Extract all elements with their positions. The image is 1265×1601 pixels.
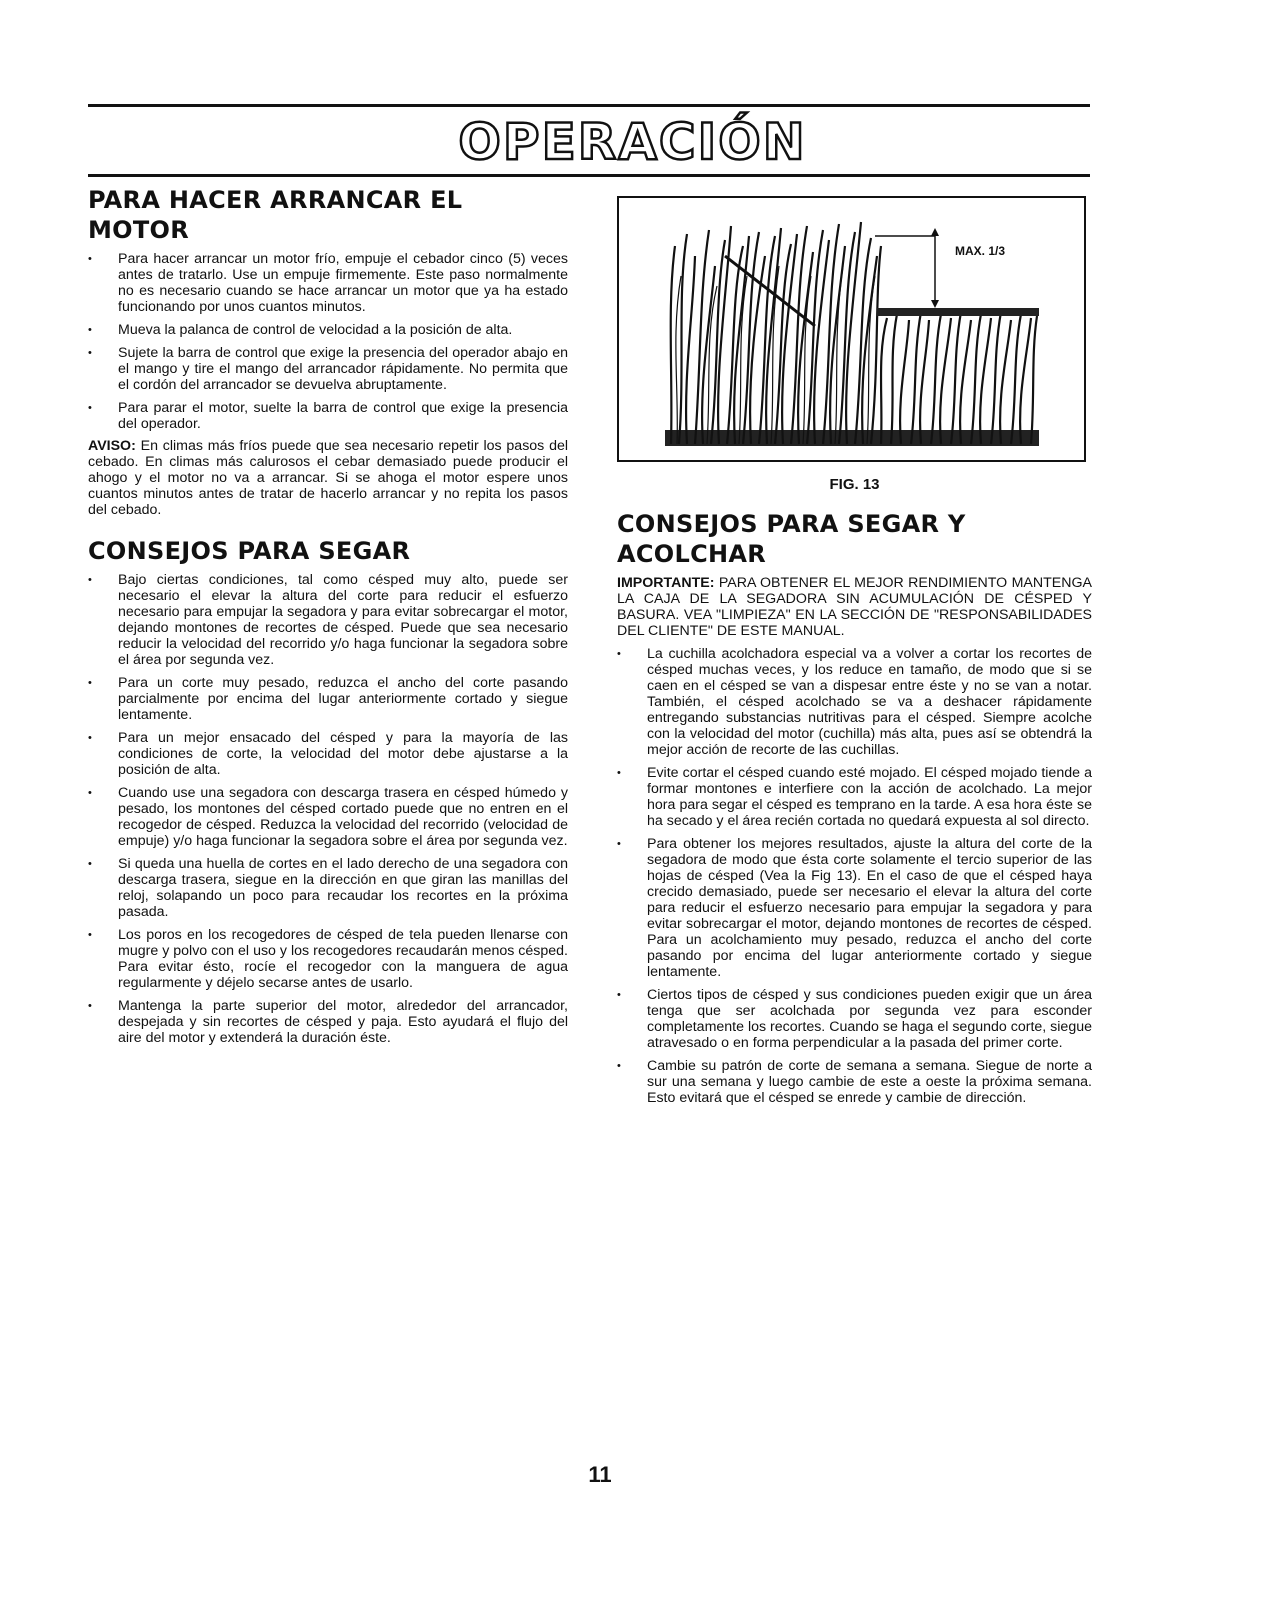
notice-paragraph [88, 438, 568, 518]
list-item: • Para obtener los mejores resultados, ajuste la altura del corte de la segadora de modo que ésta corte solamente el tercio superior de las hojas de césped (Vea la Fig 13). En el caso de que el césped haya crecido demasiado, puede ser necesario el elevar la altura del corte para reducir el esfuerzo necesario para empujar la segadora y para evitar sobrecargar el motor, dejando montones de recortes de césped. Para un acolchamiento muy pesado, reduzca el ancho del corte pasando por encima del lugar anteriormente cortado y siegue lentamente. [617, 836, 1092, 980]
list-item: • Mantenga la parte superior del motor, alrededor del arrancador, despejada y sin recortes de césped y paja. Esto ayudará el flujo del aire del motor y extenderá la duración éste. [88, 998, 568, 1046]
list-item: • Sujete la barra de control que exige la presencia del operador abajo en el mango y tire el mango del arrancador rápidamente. No permita que el cordón del arrancador se devuelva abruptamente. [88, 345, 568, 393]
important-paragraph [617, 575, 1092, 639]
right-column [617, 196, 1092, 1106]
list-item: • Si queda una huella de cortes en el lado derecho de una segadora con descarga trasera, siegue en la dirección en que giran las manillas del reloj, solapando un poco para recaudar los recortes en la próxima pasada. [88, 856, 568, 920]
mowing-tips-list [88, 572, 568, 1046]
start-engine-list [88, 251, 568, 432]
heading-mulching-tips: CONSEJOS PARA SEGAR Y ACOLCHAR [617, 510, 966, 568]
mulching-tips-list [617, 646, 1092, 1106]
notice-text: En climas más fríos puede que sea necesario repetir los pasos del cebado. En climas más calurosos el cebar demasiado puede producir el ahogo y el motor no va a arrancar. Si se ahoga el motor espere unos cuantos minutos antes de tratar de hacerlo arrancar y no repita los pasos del cebado. [88, 438, 568, 518]
page-number: 11 [588, 1462, 612, 1487]
title-rule-top [88, 104, 1090, 107]
page-title: OPERACIÓN [458, 113, 807, 171]
list-item: • La cuchilla acolchadora especial va a volver a cortar los recortes de césped muchas veces, y los reduce en tamaño, de modo que si se caen en el césped se van a dispesar entre éste y no se van a notar. También, el césped acolchado se va a deshacer rápidamente entregando substancias nutritivas para el césped. Siempre acolche con la velocidad del motor (cuchilla) más alta, pues así se obtendrá la mejor acción de recorte de las cuchillas. [617, 646, 1092, 758]
important-label: IMPORTANTE: [617, 575, 715, 591]
title-rule-bottom [88, 174, 1090, 177]
heading-start-engine: PARA HACER ARRANCAR EL MOTOR [88, 186, 463, 244]
notice-label: AVISO: [88, 438, 136, 454]
figure-caption: FIG. 13 [829, 476, 880, 493]
heading-mowing-tips: CONSEJOS PARA SEGAR [88, 537, 411, 565]
list-item: • Para hacer arrancar un motor frío, empuje el cebador cinco (5) veces antes de tratarlo. Use un empuje firmemente. Este paso normalmente no es necesario cuando se hace arrancar un motor que ya ha estado funcionando por unos cuantos minutos. [88, 251, 568, 315]
list-item: • Cuando use una segadora con descarga trasera en césped húmedo y pesado, los montones del césped cortado puede que no entren en el recogedor de césped. Reduzca la velocidad del recorrido (velocidad de empuje) y/o haga funcionar la segadora sobre el área por segunda vez. [88, 785, 568, 849]
list-item: • Bajo ciertas condiciones, tal como césped muy alto, puede ser necesario el elevar la altura del corte para reducir el esfuerzo necesario para empujar la segadora y para evitar sobrecargar el motor, dejando montones de recortes de césped. Puede que sea necesario reducir la velocidad del recorrido y/o haga funcionar la segadora sobre el área por segunda vez. [88, 572, 568, 668]
list-item: • Para un corte muy pesado, reduzca el ancho del corte pasando parcialmente por encima del lugar anteriormente cortado y siegue lentamente. [88, 675, 568, 723]
list-item: • Cambie su patrón de corte de semana a semana. Siegue de norte a sur una semana y luego cambie de este a oeste la próxima semana. Esto evitará que el césped se enrede y cambie de dirección. [617, 1058, 1092, 1106]
list-item: • Los poros en los recogedores de césped de tela pueden llenarse con mugre y polvo con el uso y los recogedores recaudarán menos césped. Para evitar ésto, rocíe el recogedor con la manguera de agua regularmente y déjelo secarse antes de usarlo. [88, 927, 568, 991]
list-item: • Mueva la palanca de control de velocidad a la posición de alta. [88, 322, 568, 338]
list-item: • Evite cortar el césped cuando esté mojado. El césped mojado tiende a formar montones e interfiere con la acción de acolchado. La mejor hora para segar el césped es temprano en la tarde. A esa hora éste se ha secado y el área recién cortada no quedará expuesta al sol directo. [617, 765, 1092, 829]
figure-13 [617, 196, 1086, 462]
left-column [88, 185, 568, 1046]
important-text: PARA OBTENER EL MEJOR RENDIMIENTO MANTENGA LA CAJA DE LA SEGADORA SIN ACUMULACIÓN DE CÉSPED Y BASURA. VEA "LIMPIEZA" EN LA SECCIÓN DE "RESPONSABILIDADES DEL CLIENTE" DE ESTE MANUAL. [617, 575, 1092, 639]
list-item: • Ciertos tipos de césped y sus condiciones pueden exigir que un área tenga que ser acolchada por segunda vez para esconder completamente los recortes. Cuando se haga el segundo corte, siegue atravesado o en forma perpendicular a la pasada del primer corte. [617, 987, 1092, 1051]
max-one-third-label: MAX. 1/3 [955, 244, 1006, 258]
list-item: • Para un mejor ensacado del césped y para la mayoría de las condiciones de corte, la velocidad del motor debe ajustarse a la posición de alta. [88, 730, 568, 778]
list-item: • Para parar el motor, suelte la barra de control que exige la presencia del operador. [88, 400, 568, 432]
